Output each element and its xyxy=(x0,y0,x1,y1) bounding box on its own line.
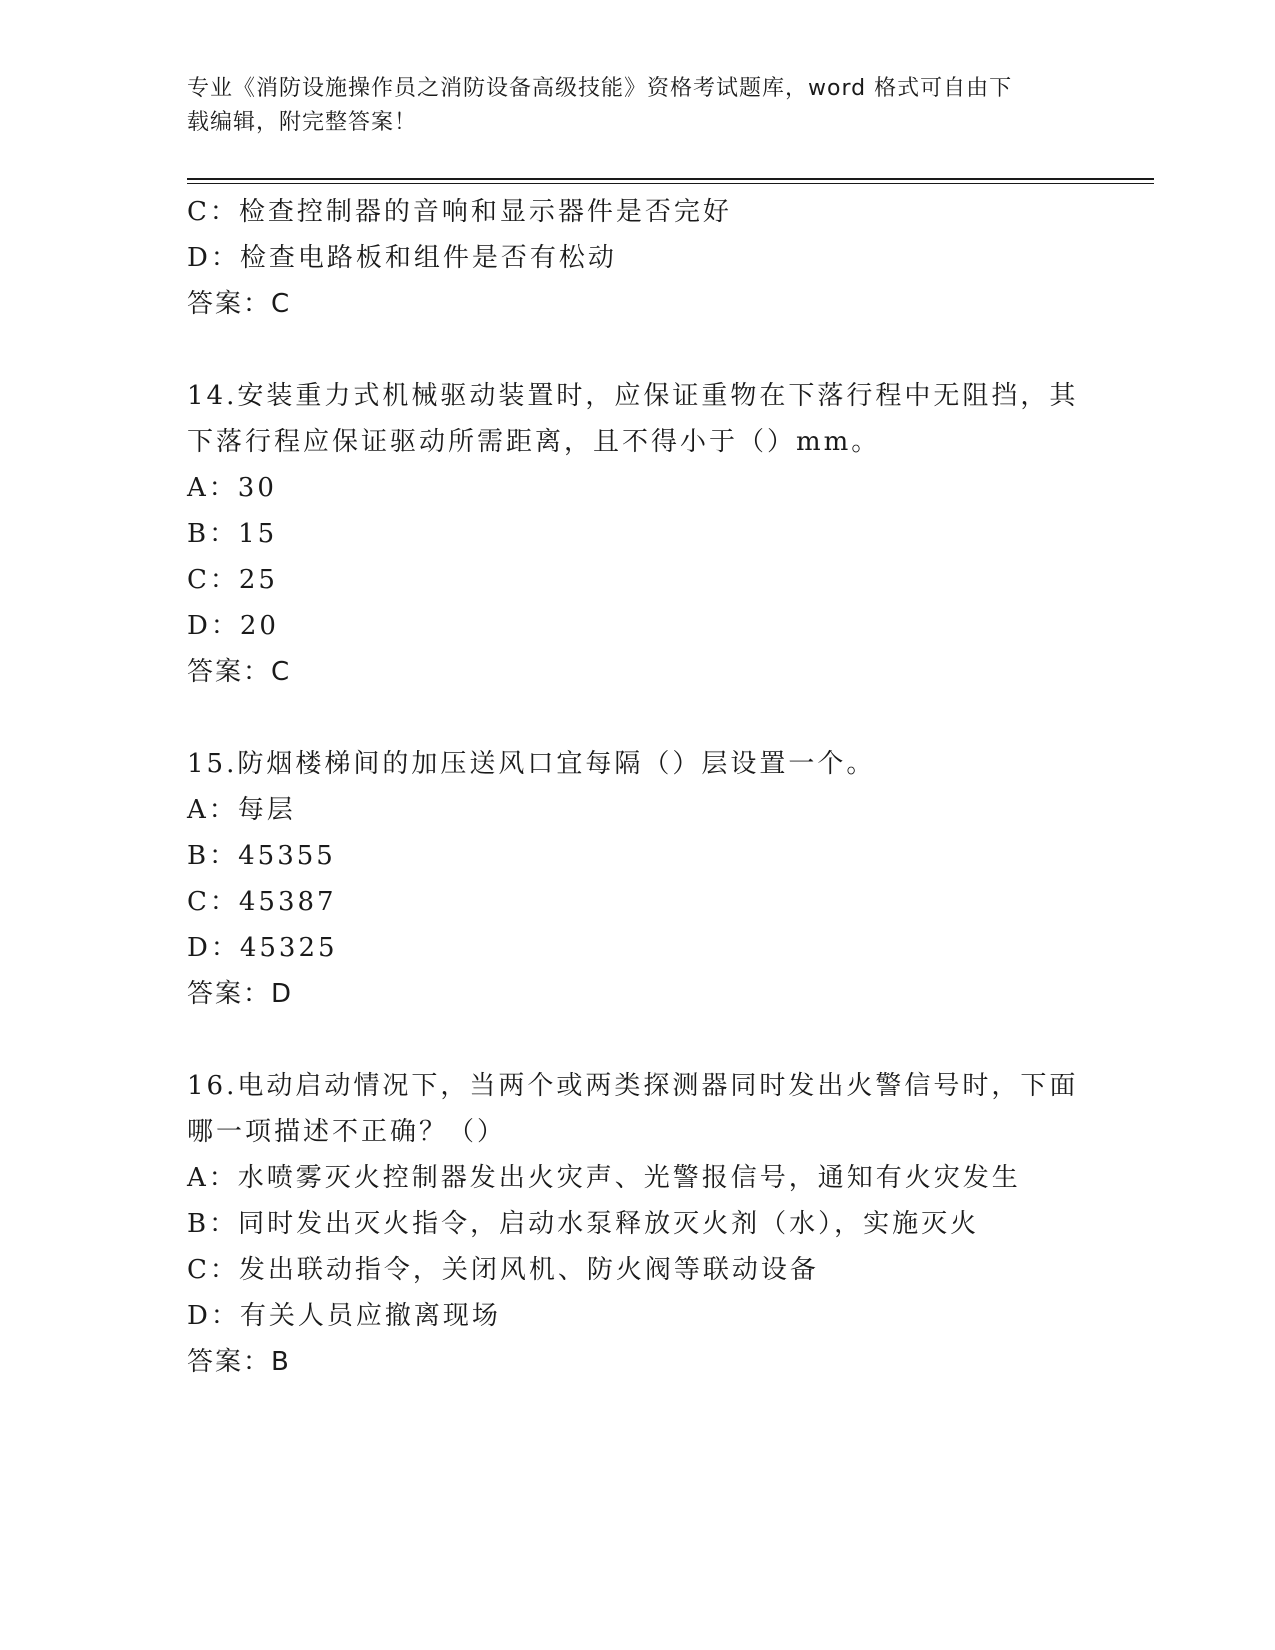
question-16-stem-line-1: 16.电动启动情况下，当两个或两类探测器同时发出火警信号时，下面 xyxy=(187,1071,1079,1101)
option-a: A：每层 xyxy=(187,795,296,825)
question-16-stem-line-2: 哪一项描述不正确？（） xyxy=(187,1117,507,1147)
answer-line: 答案：C xyxy=(187,657,292,687)
answer-line: 答案：C xyxy=(187,289,292,319)
option-c: C：检查控制器的音响和显示器件是否完好 xyxy=(187,197,732,227)
header-divider-thin xyxy=(187,183,1154,184)
option-b: B：45355 xyxy=(187,841,336,871)
header-divider xyxy=(187,178,1154,180)
answer-line: 答案：D xyxy=(187,979,294,1009)
option-c: C：45387 xyxy=(187,887,337,917)
option-d: D：45325 xyxy=(187,933,338,963)
option-b: B：15 xyxy=(187,519,278,549)
question-14-stem-line-1: 14.安装重力式机械驱动装置时，应保证重物在下落行程中无阻挡，其 xyxy=(187,381,1079,411)
question-15-stem: 15.防烟楼梯间的加压送风口宜每隔（）层设置一个。 xyxy=(187,749,876,779)
spacer xyxy=(187,1017,1107,1063)
header-line-1: 专业《消防设施操作员之消防设备高级技能》资格考试题库，word 格式可自由下 xyxy=(187,76,1013,101)
option-a: A：水喷雾灭火控制器发出火灾声、光警报信号，通知有火灾发生 xyxy=(187,1163,1021,1193)
question-list xyxy=(187,189,1107,1385)
option-a: A：30 xyxy=(187,473,277,503)
header-line-2: 载编辑，附完整答案！ xyxy=(187,110,418,135)
option-d: D：有关人员应撤离现场 xyxy=(187,1301,501,1331)
answer-line: 答案：B xyxy=(187,1347,291,1377)
option-d: D：20 xyxy=(187,611,279,641)
question-14-stem-line-2: 下落行程应保证驱动所需距离，且不得小于（）mm。 xyxy=(187,427,881,457)
option-b: B：同时发出灭火指令，启动水泵释放灭火剂（水），实施灭火 xyxy=(187,1209,980,1239)
option-c: C：25 xyxy=(187,565,278,595)
spacer xyxy=(187,327,1107,373)
spacer xyxy=(187,695,1107,741)
document-header xyxy=(187,72,1087,140)
option-c: C：发出联动指令，关闭风机、防火阀等联动设备 xyxy=(187,1255,819,1285)
option-d: D：检查电路板和组件是否有松动 xyxy=(187,243,617,273)
